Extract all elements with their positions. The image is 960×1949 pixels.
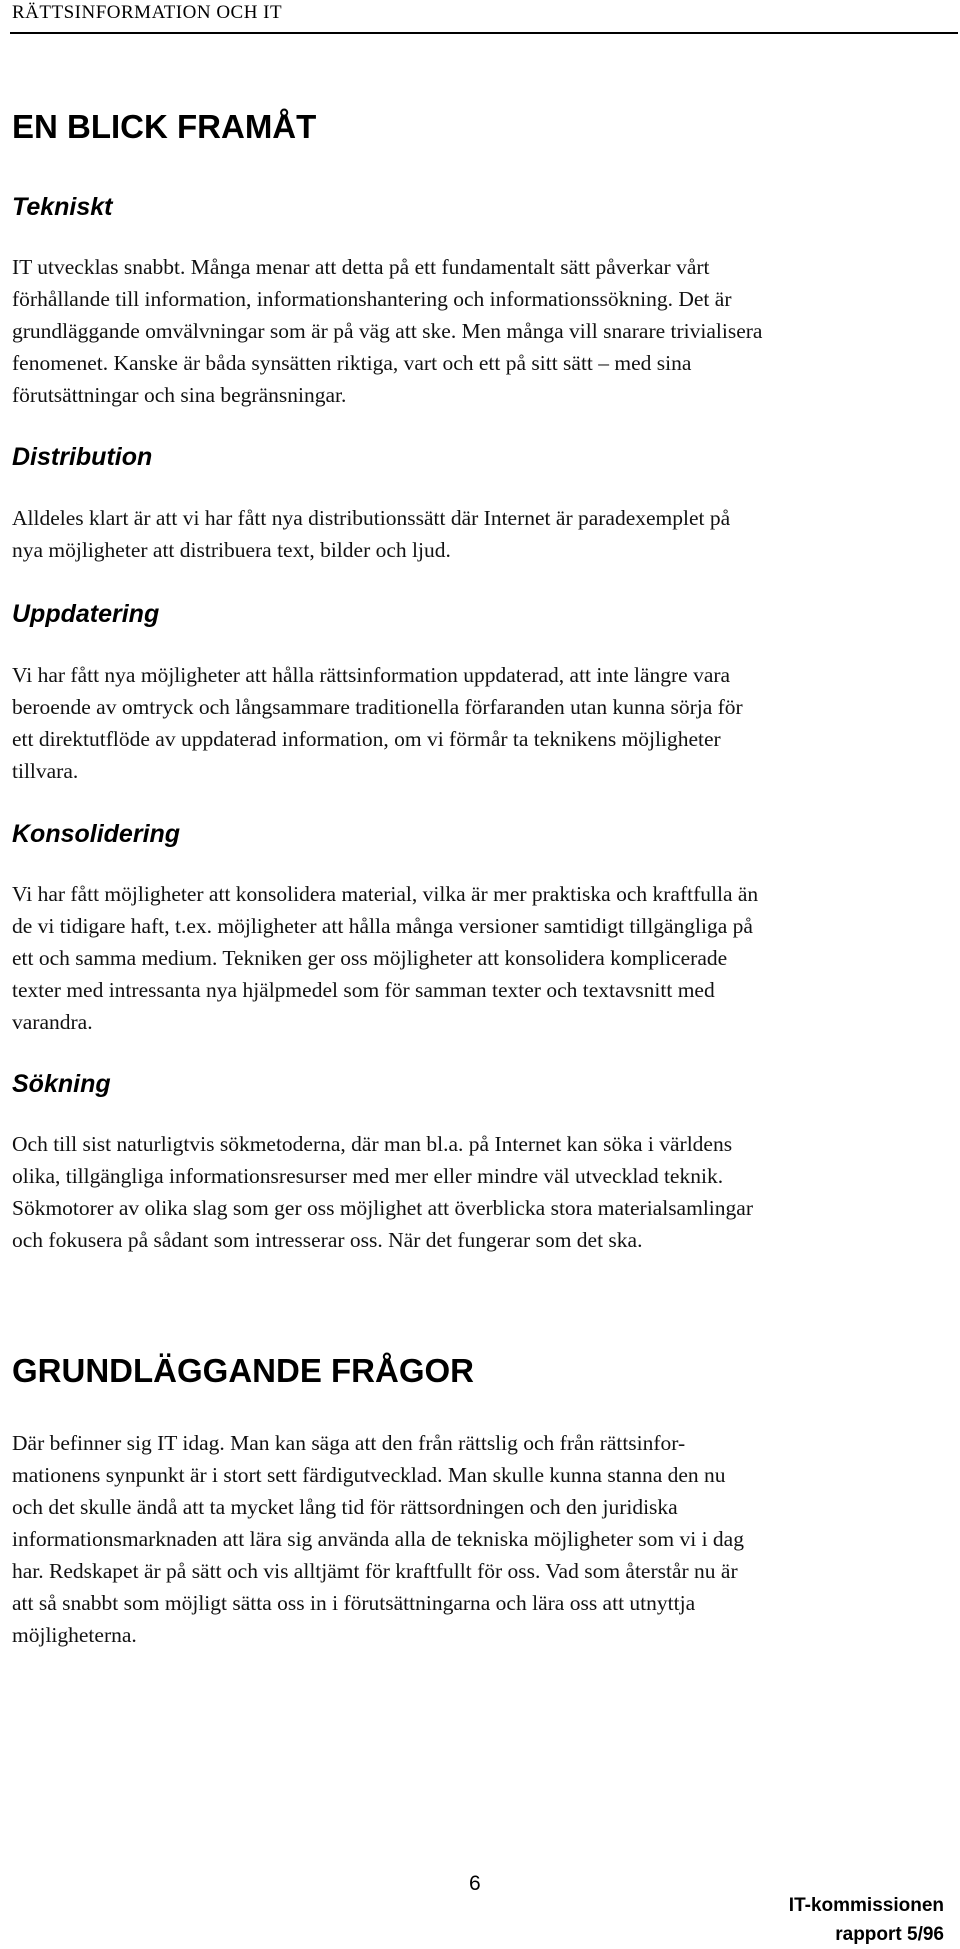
text-line: Där befinner sig IT idag. Man kan säga att den från rättslig och från rättsinfor-	[12, 1431, 686, 1455]
text-line: Alldeles klart är att vi har fått nya distributionssätt där Internet är paradexemplet på	[12, 506, 731, 530]
text-line: IT utvecklas snabbt. Många menar att detta på ett fundamentalt sätt påverkar vårt	[12, 255, 710, 279]
text-line: Och till sist naturligtvis sökmetoderna, där man bl.a. på Internet kan söka i världens	[12, 1132, 733, 1156]
text-line: Sökmotorer av olika slag som ger oss möjlighet att överblicka stora materialsamlingar	[12, 1196, 753, 1220]
paragraph-uppdatering	[12, 659, 956, 787]
paragraph-tekniskt	[12, 251, 956, 411]
text-line: varandra.	[12, 1010, 93, 1034]
text-line: tillvara.	[12, 759, 79, 783]
paragraph-grundlaggande-fragor	[12, 1427, 956, 1651]
paragraph-konsolidering	[12, 878, 956, 1038]
footer-report-number: rapport 5/96	[835, 1924, 944, 1945]
text-line: att så snabbt som möjligt sätta oss in i förutsättningarna och lära oss att utnyttja	[12, 1591, 696, 1615]
text-line: beroende av omtryck och långsammare traditionella förfaranden utan kunna sörja för	[12, 695, 743, 719]
running-header: RÄTTSINFORMATION OCH IT	[12, 2, 283, 23]
text-line: ett och samma medium. Tekniken ger oss möjligheter att konsolidera komplicerade	[12, 946, 728, 970]
text-line: de vi tidigare haft, t.ex. möjligheter att hålla många versioner samtidigt tillgängliga på	[12, 914, 753, 938]
subsection-title-uppdatering: Uppdatering	[12, 600, 160, 628]
text-line: Vi har fått nya möjligheter att hålla rättsinformation uppdaterad, att inte längre vara	[12, 663, 731, 687]
section-title-en-blick-framat: EN BLICK FRAMÅT	[12, 108, 317, 145]
subsection-title-tekniskt: Tekniskt	[12, 193, 113, 221]
text-line: har. Redskapet är på sätt och vis alltjämt för kraftfullt för oss. Vad som återstår nu är	[12, 1559, 738, 1583]
header-rule	[10, 32, 958, 34]
text-line: och fokusera på sådant som intresserar oss. När det fungerar som det ska.	[12, 1228, 643, 1252]
footer-publisher-block	[789, 1891, 944, 1949]
text-line: texter med intressanta nya hjälpmedel som för samman texter och textavsnitt med	[12, 978, 715, 1002]
text-line: nya möjligheter att distribuera text, bilder och ljud.	[12, 538, 451, 562]
subsection-title-sokning: Sökning	[12, 1070, 111, 1098]
text-line: möjligheterna.	[12, 1623, 137, 1647]
text-line: förhållande till information, informationshantering och informationssökning. Det är	[12, 287, 732, 311]
text-line: förutsättningar och sina begränsningar.	[12, 383, 347, 407]
text-line: och det skulle ändå att ta mycket lång tid för rättsordningen och den juridiska	[12, 1495, 678, 1519]
footer-publisher: IT-kommissionen	[788, 1895, 944, 1916]
text-line: ett direktutflöde av uppdaterad information, om vi förmår ta teknikens möjligheter	[12, 727, 721, 751]
subsection-title-distribution: Distribution	[12, 443, 153, 471]
paragraph-distribution	[12, 502, 956, 566]
text-line: informationsmarknaden att lära sig använda alla de tekniska möjligheter som vi i dag	[12, 1527, 744, 1551]
text-line: Vi har fått möjligheter att konsolidera material, vilka är mer praktiska och kraftfulla än	[12, 882, 759, 906]
section-title-grundlaggande-fragor: GRUNDLÄGGANDE FRÅGOR	[12, 1352, 474, 1389]
text-line: mationens synpunkt är i stort sett färdigutvecklad. Man skulle kunna stanna den nu	[12, 1463, 726, 1487]
text-line: grundläggande omvälvningar som är på väg att ske. Men många vill snarare trivialisera	[12, 319, 763, 343]
page-number: 6	[469, 1872, 481, 1895]
text-line: fenomenet. Kanske är båda synsätten riktiga, vart och ett på sitt sätt – med sina	[12, 351, 692, 375]
text-line: olika, tillgängliga informationsresurser med mer eller mindre väl utvecklad teknik.	[12, 1164, 724, 1188]
paragraph-sokning	[12, 1128, 956, 1256]
subsection-title-konsolidering: Konsolidering	[12, 820, 181, 848]
